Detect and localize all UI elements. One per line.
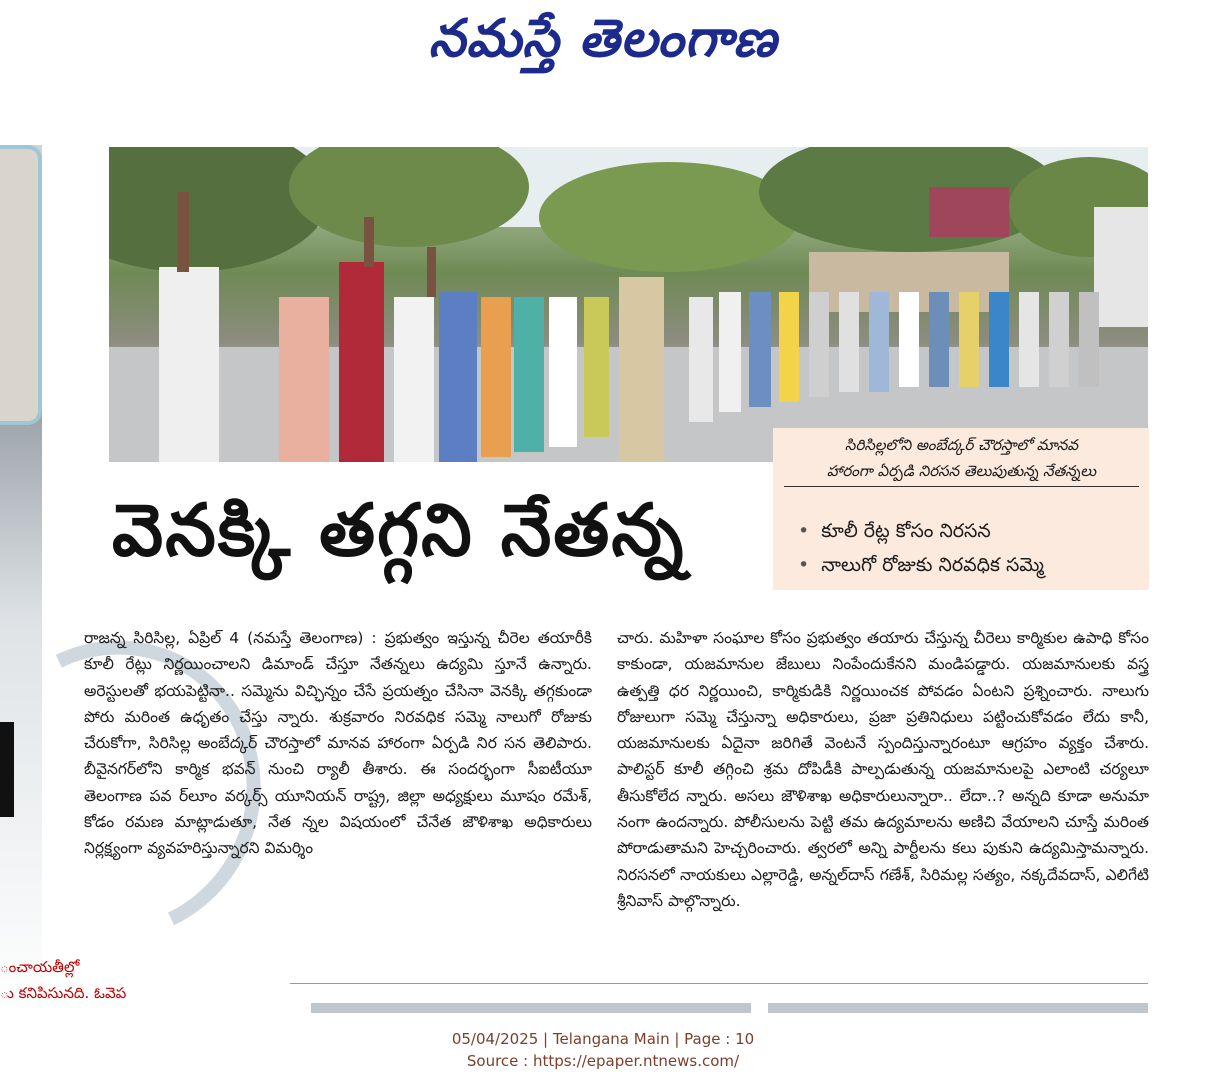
source-link[interactable]: Source : https://epaper.ntnews.com/ [466,1052,740,1070]
page-footer-info: 05/04/2025 | Telangana Main | Page : 10 [451,1030,755,1048]
next-article-image [311,1003,751,1013]
highlights-list [798,514,1044,582]
article-body-column-1: రాజన్న సిరిసిల్ల, ఏప్రిల్ 4 (నమస్తే తెలంగాణ) : ప్రభుత్వం ఇస్తున్న చీరెల తయారీకి కూలీ రేట్లు నిర్ణయించాలని డిమాండ్ చేస్తూ నేతన్నలు ఉద్యమి స్తూనే ఉన్నారు. అరెస్టులతో భయపెట్టినా.. సమ్మెను విచ్ఛిన్నం చేసే ప్రయత్నం చేసినా వెనక్కి తగ్గకుండా పోరు మరింత ఉధృతం చేస్తు న్నారు. శుక్రవారం నిరవధిక సమ్మె నాలుగో రోజుకు చేరుకోగా, సిరిసిల్ల అంబేద్కర్ చౌరస్తాలో మానవ హారంగా ఏర్పడి నిర సన తెలిపారు. బీవైనగర్‌లోని కార్మిక భవన్ నుంచి ర్యాలీ తీశారు. ఈ సందర్భంగా సీఐటీయూ తెలంగాణ పవ ర్‌లూం వర్కర్స్ యూనియన్ రాష్ట్ర, జిల్లా అధ్యక్షులు మూషం రమేశ్, కోడం రమణ మాట్లాడుతూ, నేత న్నల విషయంలో చేనేత జౌళిశాఖ అధికారులు నిర్లక్ష్యంగా వ్యవహరిస్తున్నారని విమర్శిం [84,629,592,858]
protest-photo-illustration [109,147,1148,462]
adjacent-dark-block [0,722,14,817]
adjacent-text-line: ంచాయతీల్లో [0,958,80,976]
section-divider [290,983,1148,984]
next-article-image [768,1003,1148,1013]
highlight-item: • నాలుగో రోజుకు నిరవధిక సమ్మె [798,548,1044,582]
article-body-column-2: చారు. మహిళా సంఘాల కోసం ప్రభుత్వం తయారు చేస్తున్న చీరెలు కార్మికుల ఉపాధి కోసం కాకుండా, యజమానుల జేబులు నింపేందుకేనని మండిపడ్డారు. యజమానులకు వస్త్ర ఉత్పత్తి ధర నిర్ణయించి, కార్మికుడికి నిర్ణయించక పోవడం ఏంటని ప్రశ్నించారు. నాలుగు రోజులుగా సమ్మె చేస్తున్నా అధికారులు, ప్రజా ప్రతినిధులు పట్టించుకోవడం లేదు కానీ, యజమానులకు ఏదైనా జరిగితే వెంటనే స్పందిస్తున్నారంటూ ఆగ్రహం వ్యక్తం చేశారు. పాలిస్టర్ కూలీ తగ్గించి శ్రమ దోపిడీకి పాల్పడుతున్న యజమానులపై ఎలాంటి చర్యలూ తీసుకోలేద న్నారు. అసలు జౌళిశాఖ అధికారులున్నారా.. లేదా..? అన్నది కూడా అనుమా నంగా ఉందన్నారు. పోలీసులను పెట్టి తమ ఉద్యమాలను అణిచి వేయాలని చూస్తే మరింత పోరాడుతామని హెచ్చరించారు. త్వరలో అన్ని పార్టీలను కలు పుకుని ఉద్యమిస్తామన్నారు. నిరసనలో నాయకులు ఎల్లారెడ్డి, అన్నల్‌దాస్ గణేశ్, సిరిమల్ల సత్యం, నక్కదేవదాస్, ఎలిగేటి శ్రీనివాస్ పాల్గొన్నారు. [617,629,1149,910]
photo-caption-line: హారంగా ఏర్పడి నిరసన తెలుపుతున్న నేతన్నలు [826,462,1097,480]
news-photo [109,147,1148,462]
adjacent-text-line: ు కనిపిసునది. ఓవెప [0,984,127,1002]
article-headline: వెనక్కి తగ్గని నేతన్న [112,488,686,572]
photo-caption-line: సిరిసిల్లలోని అంబేద్కర్ చౌరస్తాలో మానవ [844,436,1079,454]
highlight-item: • కూలీ రేట్ల కోసం నిరసన [798,514,1044,548]
adjacent-photo-frame [0,145,42,425]
masthead-logo: నమస్తే తెలంగాణ [428,8,778,69]
photo-caption [784,432,1139,487]
